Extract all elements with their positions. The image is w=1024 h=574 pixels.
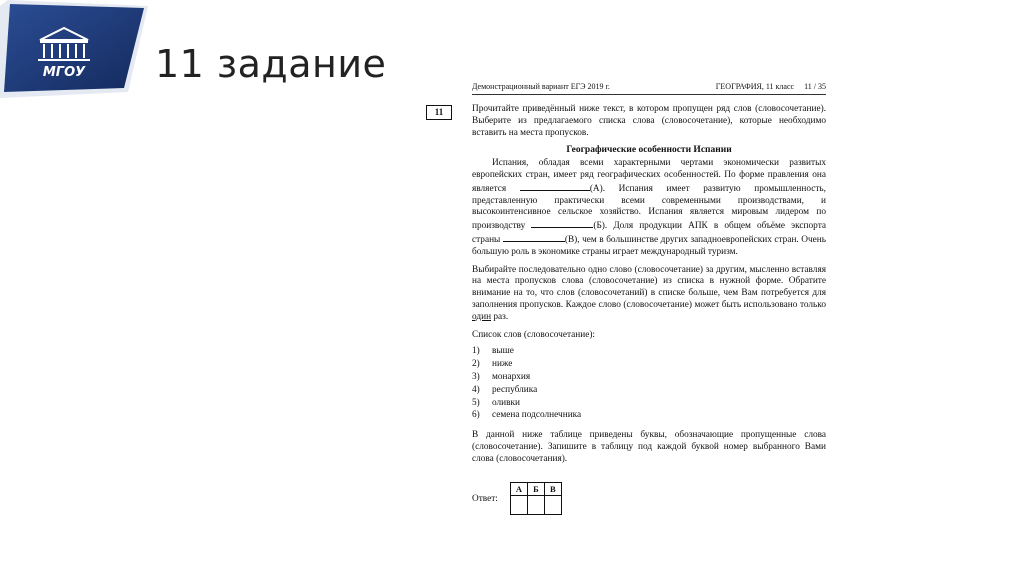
list-item: 6) семена подсолнечника	[472, 410, 582, 421]
university-logo	[0, 0, 160, 98]
text-part-3: (Б). Доля продукции АПК в общем объёме экспорта страны	[472, 221, 826, 245]
underlined-word: один	[472, 311, 492, 322]
header-page: 11 / 35	[804, 82, 826, 91]
task-number-box: 11	[426, 105, 452, 120]
blank-c	[503, 233, 565, 242]
blank-b	[531, 219, 593, 228]
answer-col-a: А	[510, 483, 527, 496]
text-part-4: (В), чем в большинстве других западноевропейских стран. Очень большую роль в экономике страны играет международный туризм.	[472, 234, 827, 257]
answer-block	[472, 482, 562, 515]
word-list	[472, 345, 826, 422]
text-part-1: Испания, обладая всеми характерными чертами экономически развитых европейских стран, имеет ряд географических особенностей. По форме правления она является	[472, 158, 826, 194]
answer-table	[510, 482, 562, 515]
exam-document	[420, 78, 830, 528]
table-note: В данной ниже таблице приведены буквы, обозначающие пропущенные слова (словосочетание). Запишите в таблицу под каждой буквой номер выбранного Вами слова (словосочетания).	[472, 430, 826, 464]
text-part-2: (А). Испания имеет развитую промышленность, представленную практически всеми современными производствами, и высокоинтенсивное сельское хозяйство. Испания является мировым лидером по производству	[472, 183, 826, 232]
instruction-text: Прочитайте приведённый ниже текст, в котором пропущен ряд слов (словосочетание). Выберите из предлагаемого списка слова (словосочетание), которые необходимо вставить на места пропусков.	[472, 104, 826, 138]
answer-cell-c[interactable]	[544, 496, 561, 515]
list-item: 1) выше	[472, 346, 514, 357]
list-title: Список слов (словосочетание):	[472, 329, 596, 340]
list-item: 3) монархия	[472, 371, 531, 382]
answer-col-c: В	[544, 483, 561, 496]
document-header	[472, 82, 826, 95]
list-item: 2) ниже	[472, 359, 513, 370]
slide-title: 11 задание	[155, 42, 387, 86]
list-item: 4) республика	[472, 384, 538, 395]
header-variant: Демонстрационный вариант ЕГЭ 2019 г.	[472, 82, 610, 91]
logo-text: МГОУ	[42, 65, 86, 80]
answer-label: Ответ:	[472, 494, 498, 504]
choose-instruction: Выбирайте последовательно одно слово (словосочетание) за другим, мысленно вставляя на места пропусков слова (словосочетание) из списка в нужной форме. Обратите внимание на то, что слов (словосочетаний) в списке больше, чем Вам потребуется для заполнения пропусков. Каждое слово (словосочетание) может быть использовано только один раз.	[472, 264, 826, 322]
blank-a	[520, 182, 590, 191]
answer-col-b: Б	[527, 483, 544, 496]
text-paragraph	[472, 158, 826, 258]
answer-cell-b[interactable]	[527, 496, 544, 515]
header-subject: ГЕОГРАФИЯ, 11 класс	[715, 82, 795, 91]
task-body	[472, 104, 826, 472]
answer-cell-a[interactable]	[510, 496, 527, 515]
list-item: 5) оливки	[472, 397, 521, 408]
text-title: Географические особенности Испании	[566, 145, 732, 156]
